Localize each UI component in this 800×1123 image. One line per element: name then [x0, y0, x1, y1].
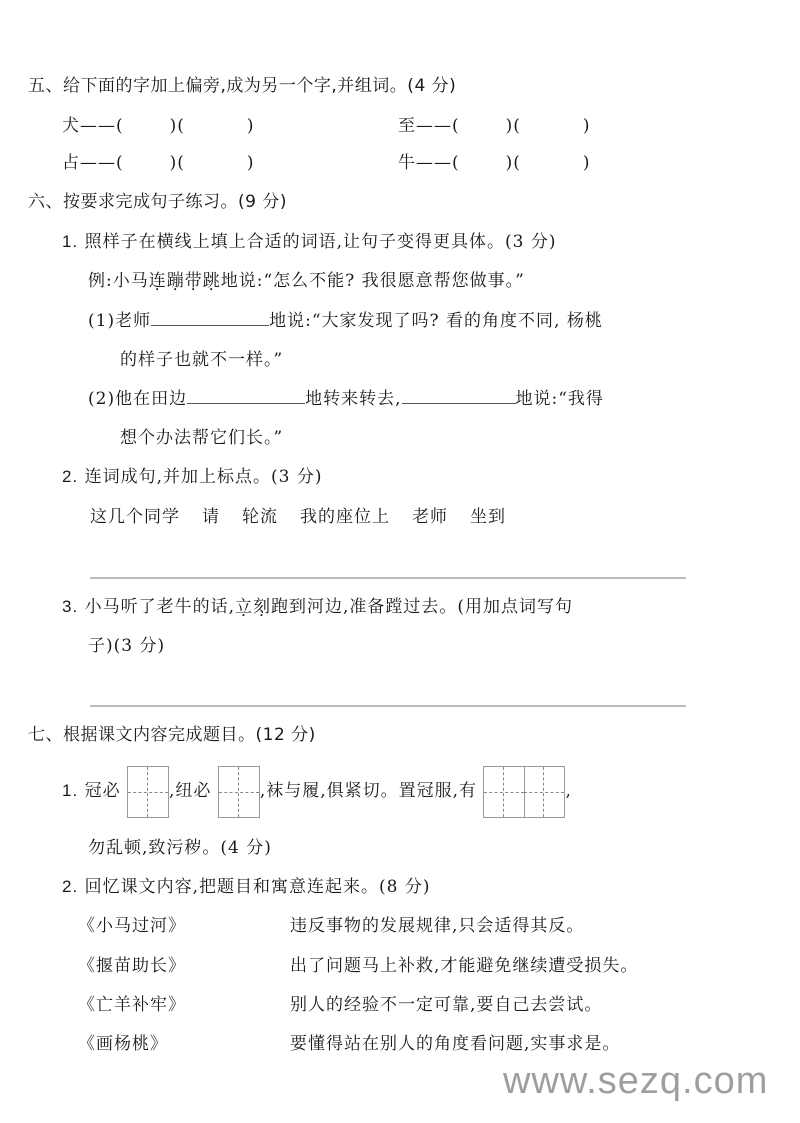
moral-text[interactable]: 别人的经验不一定可靠,要自己去尝试。 — [290, 995, 603, 1015]
moral-text[interactable]: 出了问题马上补救,才能避免继续遭受损失。 — [290, 956, 639, 976]
question-text: 回忆课文内容,把题目和寓意连起来。(8 分) — [84, 877, 431, 897]
item-text: 地说:“大家发现了吗? 看的角度不同, 杨桃 — [269, 311, 603, 331]
word: 请 — [202, 507, 220, 527]
base-char: 牛 — [398, 153, 416, 173]
example-prefix: 例:小马 — [88, 271, 149, 291]
question-text: , — [565, 781, 572, 801]
question-text: ,纽必 — [169, 781, 212, 801]
story-title[interactable]: 《揠苗助长》 — [78, 956, 186, 976]
answer-line[interactable] — [90, 577, 686, 579]
question-text: 连词成句,并加上标点。(3 分) — [84, 467, 323, 487]
question-text: 小马听了老牛的话, — [84, 597, 235, 617]
story-title[interactable]: 《小马过河》 — [78, 916, 186, 936]
item-text: 地转来转去, — [305, 389, 402, 409]
word: 轮流 — [242, 507, 278, 527]
question-7-2-prompt — [62, 875, 430, 899]
dotted-char: 连 — [148, 271, 167, 291]
dotted-char: 立 — [235, 597, 253, 617]
word: 老师 — [412, 507, 448, 527]
item-text: 地说:“我得 — [515, 389, 604, 409]
dash: —— — [416, 116, 452, 136]
dotted-char: 蹦 — [166, 271, 185, 291]
fill-blank[interactable] — [151, 309, 269, 326]
base-char: 犬 — [62, 116, 80, 136]
moral-text[interactable]: 违反事物的发展规律,只会适得其反。 — [290, 916, 585, 936]
question-text: ,袜与履,俱紧切。置冠服,有 — [259, 781, 478, 801]
match-row — [78, 914, 585, 938]
radical-item: 牛——( )( ) — [398, 153, 591, 173]
question-number: 1. — [62, 232, 79, 251]
dotted-char: 跳 — [202, 271, 221, 291]
question-number: 3. — [62, 597, 79, 616]
example-sentence — [88, 269, 525, 293]
question-6-3-continued: 子)(3 分) — [88, 636, 166, 656]
radical-item: 占——( )( ) — [62, 153, 255, 173]
question-text: 照样子在横线上填上合适的词语,让句子变得更具体。(3 分) — [84, 232, 557, 252]
char-grid-box[interactable] — [127, 766, 169, 818]
item-text: (2)他在田边 — [88, 389, 188, 409]
radical-item: 至——( )( ) — [398, 116, 591, 136]
item-text: (1)老师 — [88, 311, 152, 331]
match-row — [78, 954, 639, 978]
example-suffix: 地说:“怎么不能? 我很愿意帮您做事。” — [220, 271, 525, 291]
item-1-continued: 的样子也就不一样。” — [120, 350, 284, 370]
radical-item: 犬——( )( ) — [62, 116, 255, 136]
word-list — [90, 505, 506, 529]
char-grid-box[interactable] — [218, 766, 260, 818]
question-6-1-prompt — [62, 230, 556, 254]
word: 坐到 — [470, 507, 506, 527]
dotted-char: 带 — [184, 271, 203, 291]
match-row — [78, 1032, 621, 1056]
question-6-3-prompt — [62, 595, 573, 619]
question-text: 冠必 — [84, 781, 121, 801]
question-7-1-continued: 勿乱顿,致污秽。(4 分) — [88, 838, 272, 858]
question-number: 2. — [62, 877, 79, 896]
match-row — [78, 993, 603, 1017]
item-2-continued: 想个办法帮它们长。” — [120, 428, 284, 448]
item-2 — [88, 387, 604, 411]
base-char: 占 — [62, 153, 80, 173]
dash: —— — [416, 153, 452, 173]
section-7-title: 七、根据课文内容完成题目。(12 分) — [28, 725, 316, 745]
char-grid-box-double[interactable] — [483, 766, 565, 818]
section-5-title: 五、给下面的字加上偏旁,成为另一个字,并组词。(4 分) — [28, 76, 457, 96]
fill-blank[interactable] — [402, 387, 516, 404]
question-7-1 — [62, 765, 572, 817]
section-6-title: 六、按要求完成句子练习。(9 分) — [28, 192, 287, 212]
base-char: 至 — [398, 116, 416, 136]
fill-blank[interactable] — [187, 387, 305, 404]
story-title[interactable]: 《画杨桃》 — [78, 1034, 168, 1054]
dotted-char: 刻 — [253, 597, 271, 617]
word: 这几个同学 — [90, 507, 180, 527]
word: 我的座位上 — [300, 507, 390, 527]
answer-line[interactable] — [90, 705, 686, 707]
dash: —— — [80, 116, 116, 136]
question-number: 1. — [62, 781, 79, 800]
watermark: www.sezq.com — [503, 1060, 769, 1102]
item-1 — [88, 309, 603, 333]
question-6-2-prompt — [62, 465, 322, 489]
moral-text[interactable]: 要懂得站在别人的角度看问题,实事求是。 — [290, 1034, 621, 1054]
dash: —— — [80, 153, 116, 173]
story-title[interactable]: 《亡羊补牢》 — [78, 995, 186, 1015]
question-number: 2. — [62, 467, 79, 486]
question-text: 跑到河边,准备蹚过去。(用加点词写句 — [271, 597, 574, 617]
